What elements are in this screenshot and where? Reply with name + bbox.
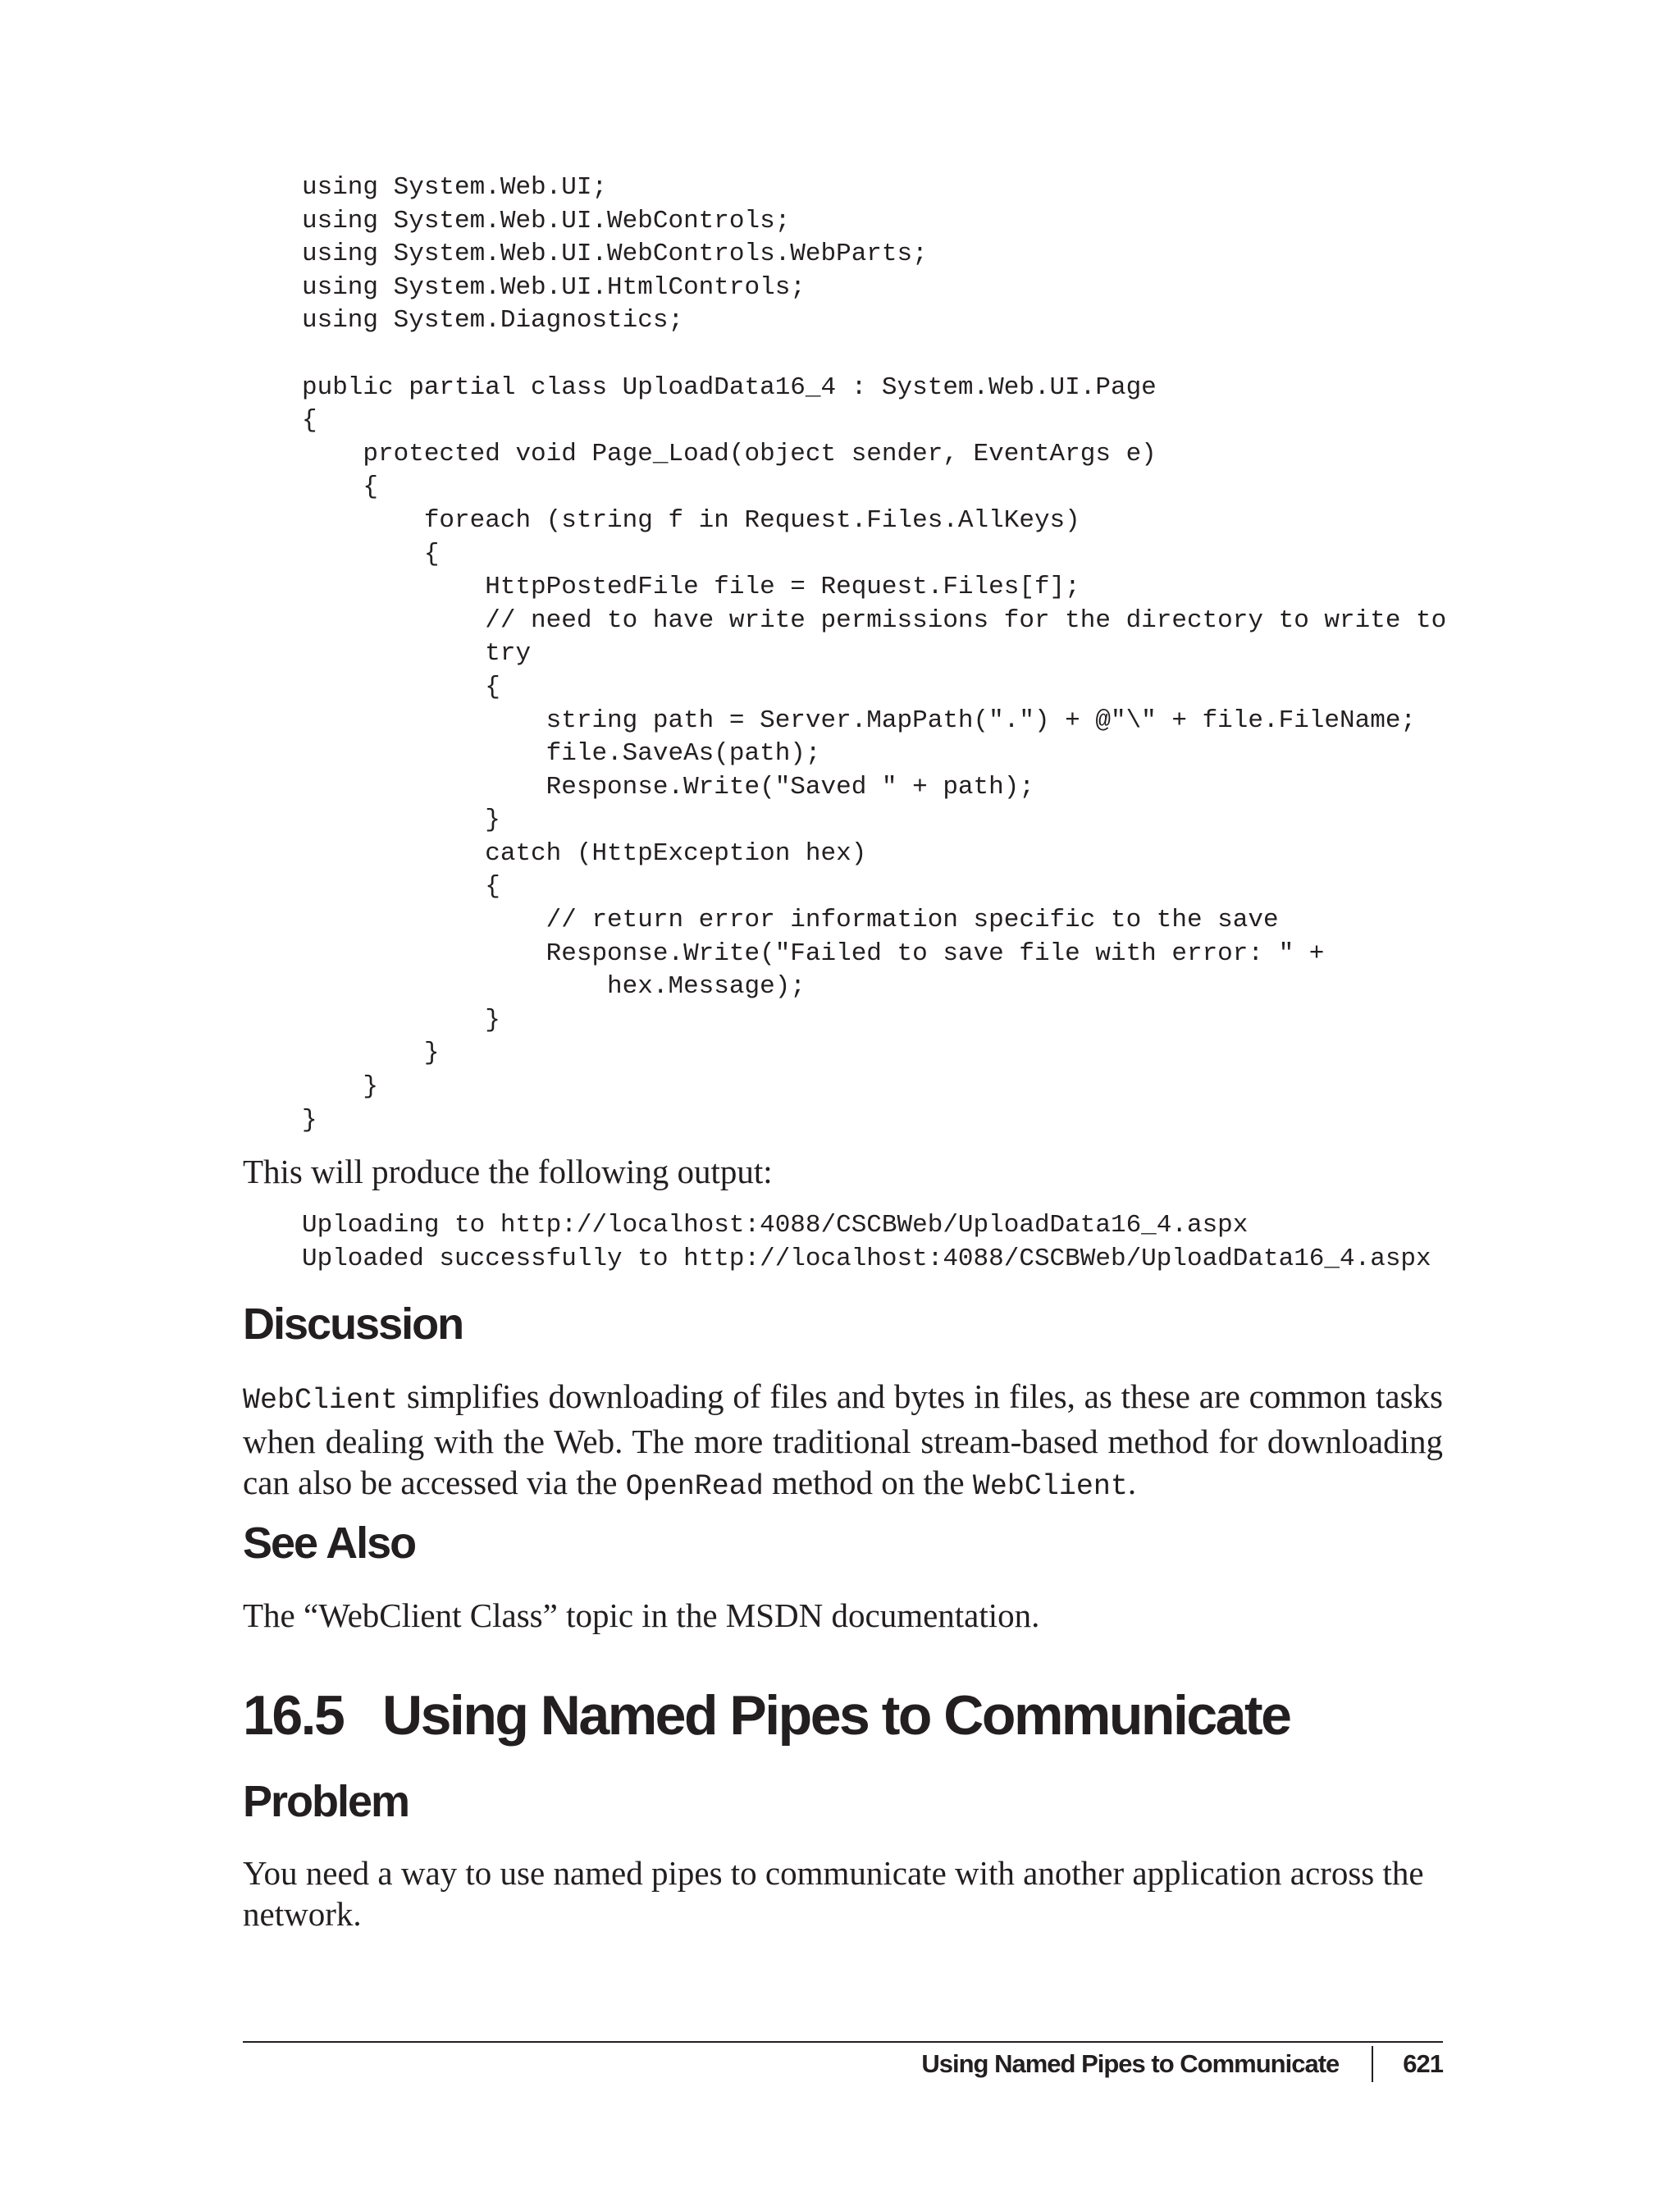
code-line: } <box>302 1105 317 1135</box>
code-line: // return error information specific to the save <box>302 906 1279 935</box>
discussion-text-3: . <box>1127 1464 1137 1501</box>
code-line: using System.Web.UI.HtmlControls; <box>302 272 806 302</box>
code-line: Uploading to http://localhost:4088/CSCBWeb/UploadData16_4.aspx <box>302 1211 1249 1240</box>
code-line: catch (HttpException hex) <box>302 838 867 868</box>
code-line: } <box>302 1072 379 1102</box>
page-footer <box>921 2046 1443 2082</box>
footer-separator <box>1372 2046 1373 2082</box>
discussion-paragraph <box>243 1376 1443 1507</box>
see-also-heading: See Also <box>243 1519 416 1568</box>
problem-heading: Problem <box>243 1777 409 1826</box>
discussion-text-2: method on the <box>763 1464 973 1501</box>
output-listing <box>302 1209 1431 1276</box>
section-heading <box>243 1683 1290 1747</box>
code-line: Response.Write("Failed to save file with error: " + <box>302 939 1325 968</box>
code-line: file.SaveAs(path); <box>302 739 821 769</box>
code-line: { <box>302 406 317 436</box>
inline-code-openread: OpenRead <box>625 1470 764 1503</box>
output-intro-paragraph: This will produce the following output: <box>243 1153 773 1190</box>
see-also-paragraph: The “WebClient Class” topic in the MSDN documentation. <box>243 1596 1040 1634</box>
code-line: Response.Write("Saved " + path); <box>302 772 1034 802</box>
code-line: HttpPostedFile file = Request.Files[f]; <box>302 573 1080 602</box>
code-line: { <box>302 539 440 569</box>
code-line: try <box>302 639 532 669</box>
code-line <box>302 338 1446 372</box>
code-line: using System.Web.UI.WebControls; <box>302 206 791 235</box>
section-title: Using Named Pipes to Communicate <box>382 1684 1290 1747</box>
code-line: using System.Web.UI.WebControls.WebParts; <box>302 240 928 269</box>
section-number: 16.5 <box>243 1684 344 1747</box>
code-line: hex.Message); <box>302 972 806 1002</box>
code-line: using System.Web.UI; <box>302 173 608 202</box>
code-line: using System.Diagnostics; <box>302 306 684 336</box>
code-line: } <box>302 1039 440 1068</box>
code-line: { <box>302 872 500 902</box>
running-title: Using Named Pipes to Communicate <box>921 2049 1340 2078</box>
discussion-text-1: simplifies downloading of files and bytes in files, as these are common tasks when dealing with the Web. The more traditional stream-based method for downloading can also be accessed via the <box>243 1377 1443 1501</box>
page-number: 621 <box>1403 2049 1443 2078</box>
code-line: } <box>302 1005 500 1034</box>
code-line: public partial class UploadData16_4 : System.Web.UI.Page <box>302 372 1157 402</box>
code-line: string path = Server.MapPath(".") + @"\" + file.FileName; <box>302 706 1417 735</box>
footer-rule <box>243 2041 1443 2043</box>
code-line: foreach (string f in Request.Files.AllKeys) <box>302 505 1080 535</box>
problem-paragraph: You need a way to use named pipes to communicate with another application across the network. <box>243 1854 1424 1933</box>
inline-code-webclient: WebClient <box>243 1384 399 1417</box>
inline-code-webclient-2: WebClient <box>972 1470 1128 1503</box>
code-line: // need to have write permissions for the directory to write to <box>302 605 1447 635</box>
code-listing <box>302 171 1446 1137</box>
code-line: Uploaded successfully to http://localhost:4088/CSCBWeb/UploadData16_4.aspx <box>302 1244 1431 1273</box>
code-line: } <box>302 806 500 835</box>
code-line: { <box>302 473 379 502</box>
code-line: protected void Page_Load(object sender, EventArgs e) <box>302 439 1157 468</box>
discussion-heading: Discussion <box>243 1299 463 1349</box>
code-line: { <box>302 672 500 701</box>
